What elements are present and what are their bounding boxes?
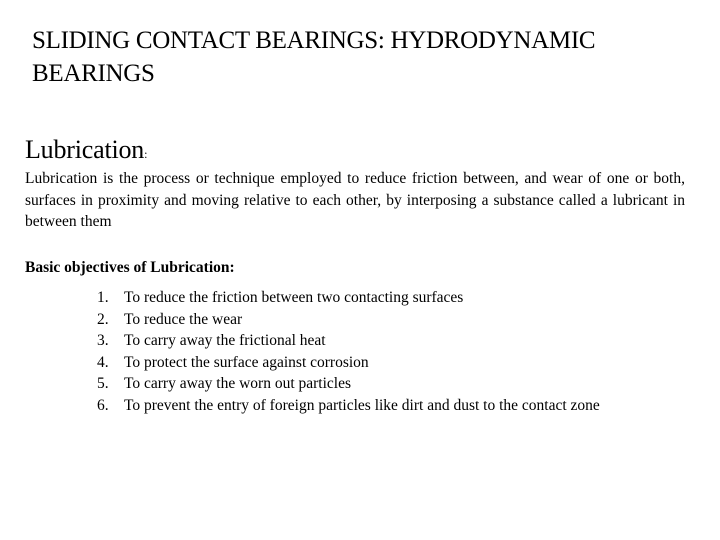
section-heading-colon: :	[144, 147, 148, 161]
objective-text: To carry away the frictional heat	[124, 332, 326, 350]
objective-number: 4.	[97, 353, 109, 371]
objective-item	[97, 330, 600, 352]
section-heading-text: Lubrication	[25, 135, 145, 164]
objective-number: 3.	[97, 332, 109, 350]
objective-number: 1.	[97, 289, 109, 306]
objective-text: To prevent the entry of foreign particles like dirt and dust to the contact zone	[124, 396, 600, 414]
objective-item	[97, 352, 600, 374]
objective-item	[97, 309, 600, 331]
objective-text: To protect the surface against corrosion	[124, 353, 369, 371]
objective-item	[97, 395, 600, 417]
slide-title: SLIDING CONTACT BEARINGS: HYDRODYNAMIC BEARINGS	[32, 27, 596, 87]
section-heading	[25, 135, 147, 169]
objective-text: To carry away the worn out particles	[124, 375, 352, 393]
objective-text: To reduce the friction between two contacting surfaces	[124, 289, 464, 306]
definition-paragraph: Lubrication is the process or technique employed to reduce friction between, and wear of one or both, surfaces in proximity and moving relative to each other, by interposing a substance called a lubricant in between them	[25, 170, 685, 230]
objective-number: 6.	[97, 396, 109, 414]
objective-text: To reduce the wear	[124, 310, 243, 328]
objectives-list	[97, 287, 600, 417]
objectives-heading: Basic objectives of Lubrication:	[25, 259, 235, 276]
objective-number: 2.	[97, 310, 109, 328]
objective-item	[97, 373, 600, 395]
objective-number: 5.	[97, 375, 109, 393]
objective-item	[97, 287, 600, 309]
